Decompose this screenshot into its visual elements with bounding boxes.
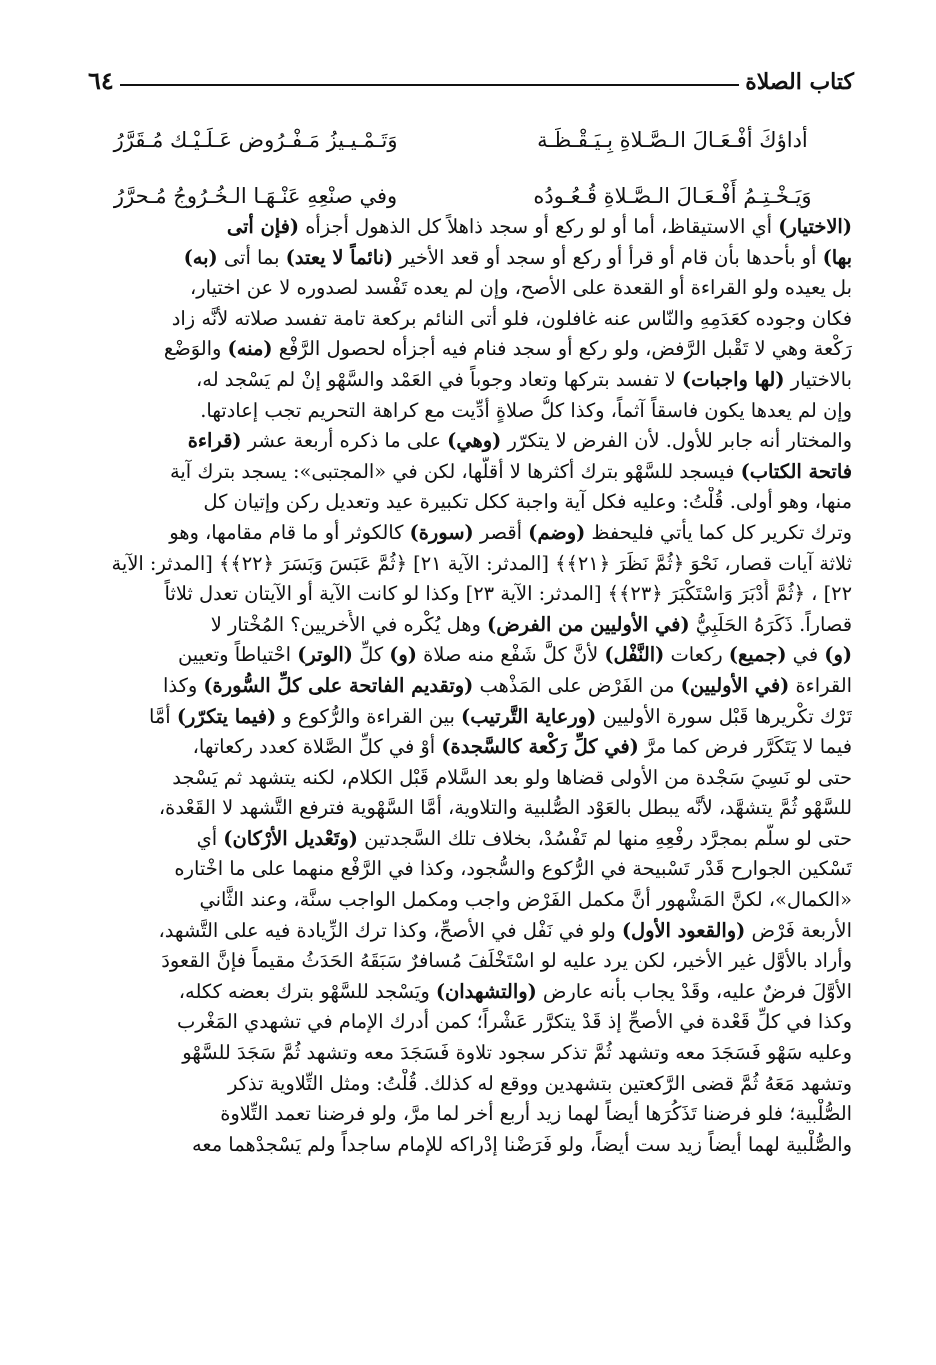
bold-term: (ورعاية التَّرتيب) — [461, 704, 597, 728]
bold-term: (وتقديم الفاتحة على كلِّ السُّورة) — [203, 673, 474, 697]
verse-row — [78, 112, 850, 168]
text-line — [72, 824, 852, 855]
text-segment: أقصر — [473, 520, 529, 544]
bold-term: (والتشهدان) — [435, 979, 537, 1003]
text-segment: كلِّ — [352, 643, 390, 667]
text-line — [72, 854, 852, 885]
text-line — [72, 457, 852, 488]
bold-term: (فإن أتى — [226, 215, 300, 238]
text-segment: وعليه سَهْو فَسَجَدَ معه وتشهد ثُمَّ تذكر سجود تلاوة فَسَجَدَ معه وتشهد ثُمَّ سَجَدَ للسَّهْو — [182, 1041, 852, 1065]
text-segment: للسَّهْو ثُمَّ يتشهَّد، لأنَّه يبطل بالعَوْد الصُّلبية والتلاوية، أمَّا السَّهْوية فترفع التَّشهد لا القَعْدة، — [158, 796, 852, 820]
text-segment: وهل يُكْره في الأُخريين؟ المُخْتار لا — [210, 612, 488, 636]
bold-term: (والقعود الأول) — [621, 918, 746, 942]
verse-first-hemistich: وَيَـخْـتِـمُ أَفْـعَـالَ الـصَّـلاةِ قُـعُـودُه — [533, 184, 812, 208]
bold-term: (منه) — [227, 337, 273, 361]
bold-term: (الوتر) — [297, 643, 353, 667]
text-line — [72, 946, 852, 977]
page-number: ٦٤ — [88, 66, 114, 95]
text-segment: أو بأحدها بأن قام أو قرأ أو ركع أو سجد أو قعد الأخير — [393, 245, 823, 269]
verse-second-hemistich: وَتَـمْـيـيزُ مَـفْـرُوض عَـلَـيْـك مُـقَرَّرُ — [113, 128, 398, 152]
text-segment: بل يعيده ولو القراءة أو القعدة على الأصح، وإن لم يعده تَفْسد لصدوره لا عن اختيار، — [190, 276, 852, 300]
bold-term: (وضم) — [528, 520, 586, 544]
text-line — [72, 426, 852, 457]
text-line — [72, 793, 852, 824]
bold-term: (و) — [824, 643, 852, 667]
text-segment: فيسجد للسَّهْو بترك أكثرها لا أقلّها، لكن في «المجتبى»: يسجد بترك آية — [169, 459, 741, 483]
text-segment: ويَسْجد للسَّهْو بترك بعضه ككله، — [178, 979, 436, 1003]
bold-term: (نائماً لا يعتد) — [285, 245, 394, 269]
text-line — [72, 549, 852, 580]
text-segment: أمَّا — [148, 704, 177, 728]
text-segment: الأوَّلَ فرضٌ عليه، وقَدْ يجاب بأنه عارض — [536, 979, 852, 1003]
text-segment: احْتياطاً وتعيين — [177, 643, 298, 667]
text-segment: لا تفسد بتركها وتعاد وجوباً في العَمْد والسَّهْو إنْ لم يَسْجد له، — [196, 367, 682, 391]
bold-term: (سورة) — [409, 520, 474, 544]
text-segment: من الفَرْض على المَذْهب — [473, 673, 681, 697]
text-segment: بين القراءة والرُّكوع و — [276, 704, 462, 728]
text-segment: والصُّلْبية لهما أيضاً زيد ست أيضاً، ولو فَرَضْنا إدْراكه للإمام ساجداً ولم يَسْجدْهما معه — [191, 1132, 852, 1156]
text-segment: أوْ في كلِّ الصَّلاة كعدد ركعاتها، — [192, 735, 442, 759]
poem-verses — [78, 112, 850, 224]
bold-term: (قراءة — [187, 429, 242, 453]
text-line — [72, 365, 852, 396]
text-line — [72, 977, 852, 1008]
text-line — [72, 640, 852, 671]
bold-term: (و) — [389, 643, 417, 667]
text-line — [72, 1038, 852, 1069]
text-segment: الصُّلْبية؛ فلو فرضنا تَذَكُرَها أيضاً لهما زيد أربع أخر لما مرَّ، ولو فرضنا تعمد التِّلاوة — [220, 1102, 852, 1126]
text-line — [72, 1130, 852, 1161]
bold-term: (في الأوليين) — [680, 673, 790, 697]
text-line — [72, 763, 852, 794]
text-segment: أي الاستيقاظ، أما أو لو ركع أو سجد ذاهلاً كل الذهول أجزأه — [299, 215, 779, 238]
text-line — [72, 1069, 852, 1100]
text-line — [72, 243, 852, 274]
bold-term: (وهي) — [447, 429, 502, 453]
bold-term: (في كلِّ رَكْعة كالسَّجدة) — [441, 735, 639, 759]
text-segment: وإن لم يعدها يكون فاسقاً آثماً، وكذا كلُّ صلاةٍ أدِّيت مع كراهة التحريم تجب إعادتها. — [200, 398, 852, 422]
text-segment: لأنَّ كلَّ شَفْع منه صلاة — [416, 643, 605, 667]
text-line — [72, 1007, 852, 1038]
text-line — [72, 334, 852, 365]
text-segment: بالاختيار — [784, 367, 852, 391]
text-line — [72, 579, 852, 610]
text-segment: فكان وجوده كعَدَمِهِ والنّاس عنه غافلون، فلو أتى النائم بركعة تامة تفسد صلاته لأنَّه زاد — [171, 306, 852, 330]
text-line — [72, 212, 852, 243]
text-segment: ركعات — [664, 643, 729, 667]
bold-term: (جميع) — [728, 643, 787, 667]
bold-term: (به) — [183, 245, 218, 269]
text-segment: رَكْعة وهي لا تَقْبل الرَّفض، ولو ركع أو سجد فنام فيه أجزأه لحصول الرَّفْع — [272, 337, 852, 361]
bold-term: (وتَعْديل الأرْكان) — [223, 826, 358, 850]
text-segment: حتى لو سلَّم بمجرَّد رفْعِهِ منها لم تَفْسُدْ، بخلاف تلك السَّجدتين — [357, 826, 852, 850]
bold-term: (لها واجبات) — [681, 367, 785, 391]
text-segment: والوَضْع — [163, 337, 228, 361]
bold-term: فاتحة الكتاب) — [740, 459, 852, 483]
text-segment: منها، وهو أولى. قُلْتُ: وعليه فكل آية واجبة ككل تكبيرة عيد وتعديل ركن وإتيان كل — [203, 490, 852, 514]
text-segment: أي — [196, 826, 224, 850]
text-segment: «الكمال»، لكنَّ المَشْهور أنَّ مكمل الفَرْض واجب ومكمل الواجب سنَّة، وعند الثَّاني — [199, 888, 852, 912]
verse-first-hemistich: أداؤكَ أفْـعَـالَ الـصَّـلاةِ بِـيَـقْـظَـة — [537, 128, 808, 152]
text-segment: حتى لو نَسِيَ سَجْدة من الأولى قضاها ولو بعد السَّلام قَبْل الكلام، لكنه يتشهد ثم يَسْجد — [172, 765, 852, 789]
text-line — [72, 487, 852, 518]
text-line — [72, 396, 852, 427]
verse-second-hemistich: وفي صنْعِهِ عَنْـهَـا الـخُـرُوجُ مُـحرَّرُ — [113, 184, 398, 208]
text-segment: فيما لا يَتَكَرَّر فرض كما مرَّ — [638, 735, 852, 759]
bold-term: (في الأوليين من الفرض) — [487, 612, 690, 636]
text-line — [72, 702, 852, 733]
page-header — [78, 55, 854, 95]
text-segment: وتشهد مَعَهُ ثُمَّ قضى الرَّكعتين بتشهدين ووقع له كذلك. قُلْتُ: ومثل التِّلاوية تذكر — [227, 1071, 852, 1095]
text-line — [72, 610, 852, 641]
text-segment: ولو في نَفْل في الأصحِّ، وكذا ترك الزِّيادة فيه على التَّشهد، — [158, 918, 622, 942]
text-line — [72, 304, 852, 335]
text-line — [72, 273, 852, 304]
text-segment: وكذا — [163, 673, 204, 697]
text-line — [72, 1099, 852, 1130]
book-title: كتاب الصلاة — [745, 69, 854, 95]
text-segment: على ما ذكره أربعة عشر — [241, 429, 448, 453]
text-segment: بما أتى — [217, 245, 286, 269]
header-rule — [120, 84, 739, 86]
commentary-text — [72, 212, 852, 1160]
text-segment: تَرْك تكْريرها قَبْل سورة الأوليين — [596, 704, 852, 728]
text-line — [72, 518, 852, 549]
text-line — [72, 885, 852, 916]
text-segment: والمختار أنه جابر للأول. لأن الفرض لا يتكرّر — [501, 429, 852, 453]
text-segment: في — [786, 643, 825, 667]
text-line — [72, 732, 852, 763]
text-segment: وكذا في كلِّ قَعْدة في الأصحِّ إذ قَدْ يتكرَّر عَشْراً؛ كمن أدرك الإمام في تشهدي المَغْرب — [177, 1010, 852, 1034]
bold-term: (الاختيار) — [778, 215, 852, 238]
text-segment: وأراد بالأوَّل غير الأخير، لكن يرد عليه لو اسْتَخْلَفَ مُسافرٌ سَبَقَهُ الحَدَثُ مقيماً فإنَّ القعودَ — [161, 949, 852, 973]
text-line — [72, 916, 852, 947]
text-segment: كالكوثر أو ما قام مقامها، وهو — [169, 520, 410, 544]
text-segment: وترك تكرير كل كما يأتي فليحفظ — [585, 520, 852, 544]
text-segment: ٢٢] ، ﴿ثُمَّ أَدْبَرَ وَاسْتَكْبَرَ ﴿٢٣﴾﴾ [المدثر: الآية ٢٣] وكذا لو كانت الآية أو الآيتان تعدل ثلاثاً — [164, 582, 852, 606]
text-segment: القراءة — [789, 673, 852, 697]
text-segment: الأربعة فَرْض — [745, 918, 852, 942]
text-segment: ثلاثة آيات قصار، نَحْوَ ﴿ثُمَّ نَظَرَ ﴿٢١﴾﴾ [المدثر: الآية ٢١] ﴿ثُمَّ عَبَسَ وَبَسَرَ ﴿٢٢﴾﴾ [المدثر: الآية — [111, 551, 852, 575]
text-segment: قصاراً. ذَكَرَهُ الحَلَبِيُّ — [689, 612, 852, 636]
text-line — [72, 671, 852, 702]
bold-term: (فيما يتكرّر) — [176, 704, 277, 728]
text-segment: تَسْكين الجوارح قَدْر تَسْبيحة في الرُّكوع والسُّجود، وكذا في الرَّفْع منهما على ما اخْتاره — [174, 857, 852, 881]
bold-term: بها) — [822, 245, 852, 269]
bold-term: (النَّفْل) — [604, 643, 665, 667]
